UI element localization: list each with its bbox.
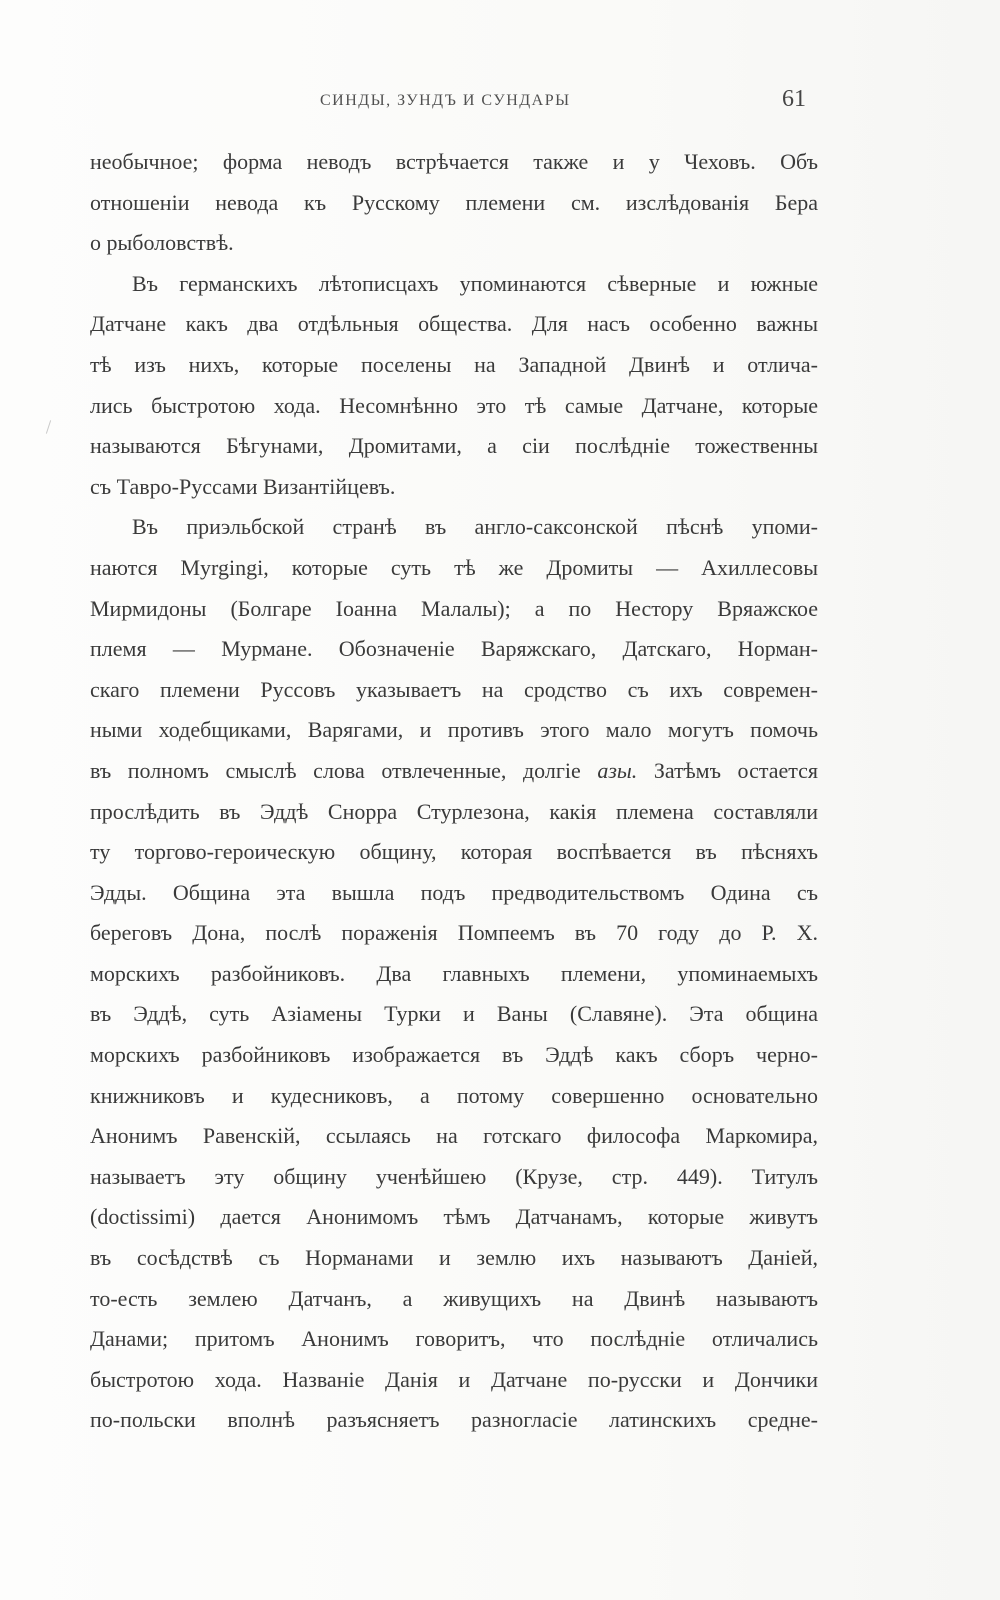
text-line: необычное; форма неводъ встрѣчается также и у Чеховъ. Объ: [90, 149, 818, 174]
running-head: [0, 86, 1000, 116]
text-line: ту торгово-героическую общину, которая воспѣвается въ пѣсняхъ: [90, 839, 818, 865]
text-line: называетъ эту общину ученѣйшею (Крузе, стр. 449). Титулъ: [90, 1163, 818, 1189]
text-line: Въ германскихъ лѣтописцахъ упоминаются сѣверные и южные: [132, 270, 818, 296]
text-line: Въ приэльбской странѣ въ англо-саксонской пѣснѣ упоми-: [132, 514, 818, 540]
text-line: Данами; притомъ Анонимъ говоритъ, что послѣдніе отличались: [90, 1326, 818, 1352]
text-line: племя — Мурмане. Обозначеніе Варяжскаго, Датскаго, Норман-: [90, 636, 818, 662]
text-line: въ Эддѣ, суть Азіамены Турки и Ваны (Славяне). Эта община: [90, 1001, 818, 1027]
text-line: Мирмидоны (Болгаре Іоанна Малалы); а по Нестору Вряажское: [90, 595, 818, 621]
text-line: прослѣдить въ Эддѣ Снорра Стурлезона, какія племена составляли: [90, 798, 818, 824]
text-line: то-есть землею Датчанъ, а живущихъ на Двинѣ называютъ: [90, 1285, 818, 1311]
italic-word: азы.: [597, 757, 638, 783]
text-line: Анонимъ Равенскій, ссылаясь на готскаго философа Маркомира,: [90, 1123, 818, 1149]
text-line-end: Затѣмъ остается: [653, 757, 819, 783]
body-text: [90, 142, 818, 1441]
text-line: быстротою хода. Названіе Данія и Датчане по-русски и Дончики: [90, 1366, 818, 1392]
text-line: Эдды. Община эта вышла подъ предводительствомъ Одина съ: [90, 879, 818, 905]
text-line: отношеніи невода къ Русскому племени см. изслѣдованія Бера: [90, 189, 818, 215]
text-line: въ сосѣдствѣ съ Норманами и землю ихъ называютъ Даніей,: [90, 1245, 818, 1271]
text-line: тѣ изъ нихъ, которые поселены на Западной Двинѣ и отлича-: [90, 351, 818, 377]
page-number: 61: [782, 86, 806, 112]
text-line: съ Тавро-Руссами Византійцевъ.: [90, 473, 396, 499]
margin-mark: [46, 420, 51, 434]
text-line: по-польски вполнѣ разъясняетъ разногласіе латинскихъ средне-: [90, 1407, 818, 1433]
text-line: морскихъ разбойниковъ изображается въ Эддѣ какъ сборъ черно-: [90, 1042, 818, 1068]
text-line: (doctissimi) дается Анонимомъ тѣмъ Датчанамъ, которые живутъ: [90, 1204, 818, 1230]
text-line: Датчане какъ два отдѣльныя общества. Для насъ особенно важны: [90, 311, 818, 337]
text-line: береговъ Дона, послѣ пораженія Помпеемъ въ 70 году до Р. Х.: [90, 920, 818, 946]
text-line: книжниковъ и кудесниковъ, а потому совершенно основательно: [90, 1082, 818, 1108]
running-title: СИНДЫ, ЗУНДЪ И СУНДАРЫ: [320, 92, 571, 109]
text-line: лись быстротою хода. Несомнѣнно это тѣ самые Датчане, которые: [90, 392, 818, 418]
text-line-start: въ полномъ смыслѣ слова отвлеченные, долгіе: [90, 757, 581, 783]
text-line: морскихъ разбойниковъ. Два главныхъ племени, упоминаемыхъ: [90, 960, 818, 986]
text-line: называются Бѣгунами, Дромитами, а сіи послѣдніе тожественны: [90, 433, 818, 459]
text-line: ными ходебщиками, Варягами, и противъ этого мало могутъ помочь: [90, 717, 818, 743]
text-line: скаго племени Руссовъ указываетъ на сродство съ ихъ современ-: [90, 676, 818, 702]
text-line: о рыболовствѣ.: [90, 230, 234, 256]
text-line-mixed: [90, 751, 818, 792]
text-line: наются Myrgingi, которые суть тѣ же Дромиты — Ахиллесовы: [90, 554, 818, 580]
